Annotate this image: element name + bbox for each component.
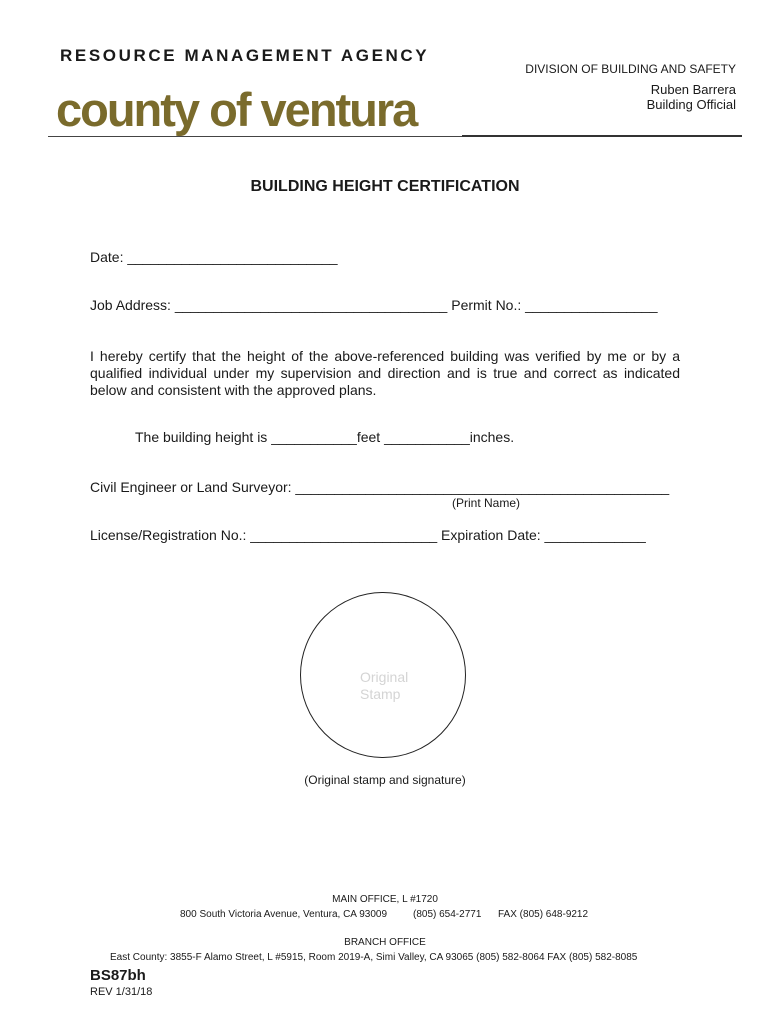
agency-name: RESOURCE MANAGEMENT AGENCY xyxy=(60,46,430,65)
stamp-caption: (Original stamp and signature) xyxy=(304,773,466,787)
main-office-address: 800 South Victoria Avenue, Ventura, CA 93009 xyxy=(180,909,388,920)
form-title: BUILDING HEIGHT CERTIFICATION xyxy=(250,178,520,195)
official-title: Building Official xyxy=(646,97,736,112)
date-field[interactable]: Date: ___________________________ xyxy=(90,249,338,265)
main-office-heading: MAIN OFFICE, L #1720 xyxy=(332,894,438,905)
building-height-field[interactable]: The building height is ___________feet ___________inches. xyxy=(135,429,515,445)
header-divider-bold xyxy=(462,135,742,137)
east-county-office: East County: 3855-F Alamo Street, L #5915, Room 2019-A, Simi Valley, CA 93065 (805) 582-8064 FAX (805) 582-8085 xyxy=(110,952,638,963)
license-expiration-field[interactable]: License/Registration No.: ________________________ Expiration Date: _____________ xyxy=(90,527,646,543)
main-office-phone: (805) 654-2771 xyxy=(413,909,482,920)
print-name-label: (Print Name) xyxy=(452,496,521,510)
engineer-name-field[interactable]: Civil Engineer or Land Surveyor: ________________________________________________ xyxy=(90,479,670,495)
stamp-placeholder: Original Stamp xyxy=(360,669,409,702)
division-name: DIVISION OF BUILDING AND SAFETY xyxy=(525,62,736,76)
main-office-fax: FAX (805) 648-9212 xyxy=(498,909,589,920)
branch-office-heading: BRANCH OFFICE xyxy=(344,937,426,948)
job-address-permit-field[interactable]: Job Address: ___________________________________ Permit No.: _________________ xyxy=(90,297,658,313)
official-name: Ruben Barrera xyxy=(650,82,736,97)
county-logo: county of ventura xyxy=(56,83,417,136)
form-code: BS87bh xyxy=(90,967,146,984)
header-divider xyxy=(48,136,516,137)
revision-date: REV 1/31/18 xyxy=(90,986,153,998)
certification-statement: I hereby certify that the height of the above-referenced building was verified by me or by a qualified individual under my supervision and direction and is true and correct as indicated below and consistent with the approved plans. xyxy=(90,348,680,398)
